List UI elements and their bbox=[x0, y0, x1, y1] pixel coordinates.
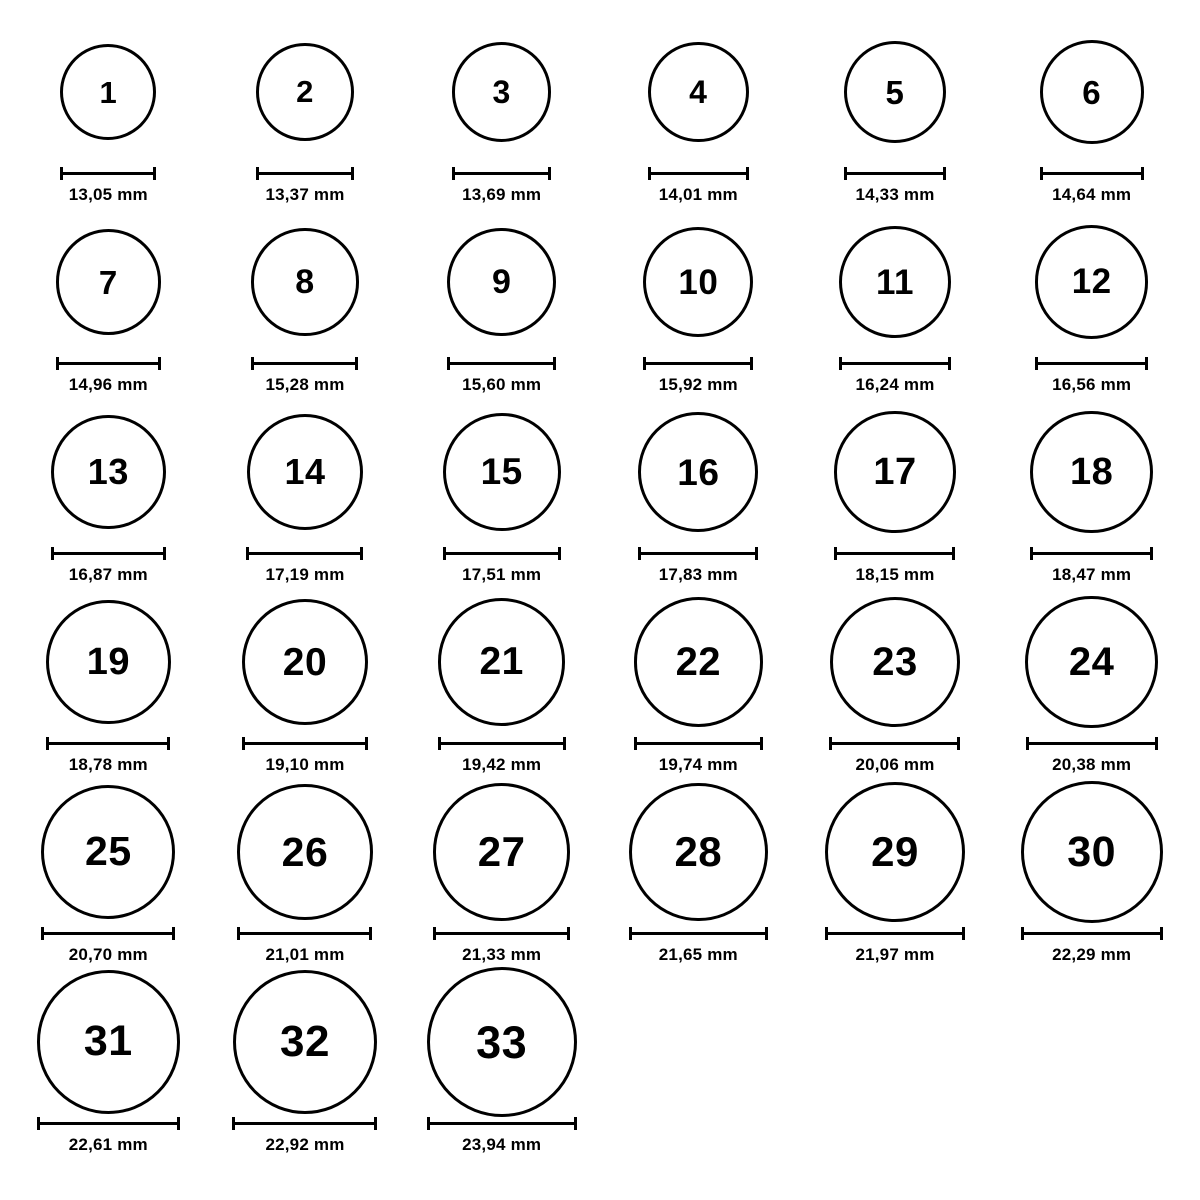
ring-size-label: 33 bbox=[476, 1016, 528, 1068]
ring-circle-icon bbox=[839, 226, 951, 338]
diameter-value: 15,92 mm bbox=[658, 375, 738, 394]
ring-circle-wrapper bbox=[433, 778, 570, 926]
measure-line-icon bbox=[825, 932, 965, 935]
ring-size-label: 22 bbox=[675, 639, 722, 684]
ring-circle-wrapper bbox=[1021, 778, 1163, 926]
ring-size-label: 23 bbox=[872, 640, 918, 684]
diameter-measure-bar bbox=[427, 1116, 577, 1130]
ring-size-label: 9 bbox=[491, 262, 512, 301]
ring-circle-icon bbox=[427, 967, 577, 1117]
ring-circle-icon bbox=[634, 597, 763, 726]
ring-circle-icon bbox=[830, 597, 961, 728]
ring-circle-wrapper bbox=[825, 778, 965, 926]
diameter-value: 19,42 mm bbox=[462, 755, 542, 774]
measure-line-icon bbox=[638, 552, 758, 555]
ring-circle-wrapper bbox=[427, 968, 577, 1116]
diameter-value: 13,05 mm bbox=[68, 185, 148, 204]
ring-circle-icon bbox=[433, 783, 570, 920]
ring-size-cell bbox=[993, 778, 1190, 968]
ring-size-label: 11 bbox=[875, 262, 914, 302]
ring-circle-wrapper bbox=[648, 18, 749, 166]
measure-line-icon bbox=[51, 552, 166, 555]
ring-circle-icon bbox=[1035, 225, 1148, 338]
diameter-value: 16,87 mm bbox=[68, 565, 148, 584]
diameter-measure-bar bbox=[1030, 546, 1153, 560]
ring-circle-wrapper bbox=[447, 208, 556, 356]
ring-size-label: 15 bbox=[480, 451, 523, 493]
ring-circle-wrapper bbox=[629, 778, 768, 926]
ring-circle-wrapper bbox=[443, 398, 561, 546]
diameter-measure-bar bbox=[443, 546, 561, 560]
measure-line-icon bbox=[37, 1122, 180, 1125]
ring-size-cell bbox=[993, 588, 1190, 778]
diameter-value: 22,29 mm bbox=[1052, 945, 1132, 964]
diameter-measure-bar bbox=[41, 926, 175, 940]
ring-size-label: 13 bbox=[87, 451, 129, 492]
ring-circle-wrapper bbox=[51, 398, 166, 546]
ring-circle-wrapper bbox=[438, 588, 566, 736]
diameter-measure-bar bbox=[237, 926, 372, 940]
measure-line-icon bbox=[629, 932, 768, 935]
ring-size-label: 8 bbox=[295, 262, 315, 301]
ring-size-cell bbox=[600, 778, 797, 968]
measure-line-icon bbox=[232, 1122, 377, 1125]
ring-size-cell bbox=[797, 208, 994, 398]
ring-circle-icon bbox=[648, 42, 749, 143]
ring-size-label: 28 bbox=[674, 827, 723, 875]
diameter-value: 23,94 mm bbox=[462, 1135, 542, 1154]
ring-size-cell bbox=[10, 398, 207, 588]
diameter-value: 20,70 mm bbox=[68, 945, 148, 964]
diameter-value: 16,24 mm bbox=[855, 375, 935, 394]
measure-line-icon bbox=[839, 362, 951, 365]
ring-circle-wrapper bbox=[242, 588, 368, 736]
diameter-value: 19,10 mm bbox=[265, 755, 345, 774]
ring-circle-icon bbox=[643, 227, 753, 337]
ring-size-label: 32 bbox=[280, 1017, 330, 1066]
diameter-value: 18,47 mm bbox=[1052, 565, 1132, 584]
ring-circle-icon bbox=[1021, 781, 1163, 923]
diameter-measure-bar bbox=[1021, 926, 1163, 940]
diameter-value: 15,28 mm bbox=[265, 375, 345, 394]
ring-circle-wrapper bbox=[56, 208, 161, 356]
ring-size-label: 6 bbox=[1082, 73, 1102, 111]
diameter-value: 21,65 mm bbox=[658, 945, 738, 964]
diameter-measure-bar bbox=[825, 926, 965, 940]
diameter-measure-bar bbox=[1035, 356, 1148, 370]
ring-size-cell bbox=[993, 18, 1190, 208]
diameter-value: 22,61 mm bbox=[68, 1135, 148, 1154]
ring-size-label: 7 bbox=[98, 263, 118, 301]
ring-size-cell bbox=[207, 398, 404, 588]
measure-line-icon bbox=[60, 172, 156, 175]
measure-line-icon bbox=[1040, 172, 1144, 175]
diameter-measure-bar bbox=[46, 736, 170, 750]
ring-size-cell bbox=[207, 208, 404, 398]
diameter-value: 14,01 mm bbox=[658, 185, 738, 204]
measure-line-icon bbox=[834, 552, 955, 555]
ring-size-cell bbox=[403, 778, 600, 968]
diameter-value: 18,78 mm bbox=[68, 755, 148, 774]
ring-size-label: 30 bbox=[1067, 827, 1117, 876]
diameter-measure-bar bbox=[433, 926, 570, 940]
ring-circle-wrapper bbox=[634, 588, 763, 736]
ring-size-label: 12 bbox=[1071, 262, 1112, 302]
measure-line-icon bbox=[634, 742, 763, 745]
ring-size-label: 17 bbox=[873, 451, 917, 493]
diameter-measure-bar bbox=[256, 166, 354, 180]
diameter-measure-bar bbox=[829, 736, 960, 750]
diameter-measure-bar bbox=[643, 356, 753, 370]
diameter-value: 21,01 mm bbox=[265, 945, 345, 964]
ring-size-label: 4 bbox=[689, 74, 708, 110]
diameter-value: 15,60 mm bbox=[462, 375, 542, 394]
ring-size-label: 16 bbox=[677, 451, 720, 493]
ring-size-label: 31 bbox=[83, 1017, 133, 1066]
measure-line-icon bbox=[41, 932, 175, 935]
ring-circle-icon bbox=[247, 414, 364, 531]
ring-size-cell bbox=[993, 398, 1190, 588]
ring-circle-icon bbox=[1030, 411, 1153, 534]
ring-size-cell bbox=[797, 778, 994, 968]
diameter-measure-bar bbox=[1040, 166, 1144, 180]
measure-line-icon bbox=[844, 172, 946, 175]
diameter-value: 17,51 mm bbox=[462, 565, 542, 584]
ring-circle-wrapper bbox=[452, 18, 551, 166]
diameter-value: 19,74 mm bbox=[658, 755, 738, 774]
ring-circle-wrapper bbox=[247, 398, 364, 546]
diameter-measure-bar bbox=[37, 1116, 180, 1130]
measure-line-icon bbox=[443, 552, 561, 555]
diameter-measure-bar bbox=[839, 356, 951, 370]
ring-circle-icon bbox=[233, 970, 378, 1115]
diameter-measure-bar bbox=[232, 1116, 377, 1130]
ring-size-label: 21 bbox=[479, 640, 524, 684]
ring-circle-icon bbox=[256, 43, 354, 141]
ring-circle-wrapper bbox=[830, 588, 961, 736]
diameter-measure-bar bbox=[648, 166, 749, 180]
ring-circle-icon bbox=[1025, 596, 1157, 728]
measure-line-icon bbox=[648, 172, 749, 175]
ring-circle-icon bbox=[242, 599, 368, 725]
ring-size-cell bbox=[600, 208, 797, 398]
measure-line-icon bbox=[427, 1122, 577, 1125]
measure-line-icon bbox=[1026, 742, 1158, 745]
diameter-value: 20,38 mm bbox=[1052, 755, 1132, 774]
ring-size-label: 14 bbox=[284, 450, 326, 492]
ring-circle-icon bbox=[41, 785, 175, 919]
ring-size-cell bbox=[10, 208, 207, 398]
diameter-value: 16,56 mm bbox=[1052, 375, 1132, 394]
ring-size-label: 19 bbox=[86, 641, 130, 683]
diameter-measure-bar bbox=[438, 736, 566, 750]
measure-line-icon bbox=[256, 172, 354, 175]
ring-circle-icon bbox=[56, 229, 161, 334]
ring-size-cell bbox=[797, 398, 994, 588]
ring-size-cell bbox=[10, 778, 207, 968]
ring-size-cell bbox=[403, 968, 600, 1158]
diameter-value: 14,33 mm bbox=[855, 185, 935, 204]
measure-line-icon bbox=[251, 362, 358, 365]
ring-circle-icon bbox=[443, 413, 561, 531]
ring-circle-wrapper bbox=[237, 778, 372, 926]
ring-circle-icon bbox=[46, 600, 170, 724]
ring-size-label: 18 bbox=[1070, 451, 1114, 493]
ring-circle-wrapper bbox=[1030, 398, 1153, 546]
diameter-measure-bar bbox=[844, 166, 946, 180]
ring-circle-wrapper bbox=[839, 208, 951, 356]
ring-size-label: 25 bbox=[85, 828, 132, 875]
measure-line-icon bbox=[433, 932, 570, 935]
ring-size-cell bbox=[600, 18, 797, 208]
measure-line-icon bbox=[643, 362, 753, 365]
diameter-measure-bar bbox=[51, 546, 166, 560]
diameter-value: 21,33 mm bbox=[462, 945, 542, 964]
diameter-value: 17,83 mm bbox=[658, 565, 738, 584]
ring-circle-icon bbox=[60, 44, 156, 140]
ring-size-cell bbox=[403, 208, 600, 398]
ring-size-cell bbox=[403, 398, 600, 588]
ring-circle-icon bbox=[825, 782, 965, 922]
measure-line-icon bbox=[438, 742, 566, 745]
ring-circle-wrapper bbox=[251, 208, 358, 356]
ring-circle-wrapper bbox=[844, 18, 946, 166]
diameter-measure-bar bbox=[1026, 736, 1158, 750]
ring-circle-icon bbox=[251, 228, 358, 335]
ring-size-label: 5 bbox=[885, 73, 905, 111]
ring-size-cell bbox=[797, 18, 994, 208]
diameter-measure-bar bbox=[56, 356, 161, 370]
measure-line-icon bbox=[829, 742, 960, 745]
measure-line-icon bbox=[242, 742, 368, 745]
ring-size-cell bbox=[600, 588, 797, 778]
diameter-measure-bar bbox=[452, 166, 551, 180]
ring-size-label: 20 bbox=[282, 640, 328, 684]
ring-circle-wrapper bbox=[643, 208, 753, 356]
ring-size-label: 26 bbox=[281, 828, 329, 875]
ring-size-label: 3 bbox=[492, 73, 511, 110]
ring-circle-wrapper bbox=[46, 588, 170, 736]
diameter-measure-bar bbox=[629, 926, 768, 940]
measure-line-icon bbox=[246, 552, 363, 555]
measure-line-icon bbox=[46, 742, 170, 745]
ring-circle-wrapper bbox=[37, 968, 180, 1116]
diameter-value: 13,37 mm bbox=[265, 185, 345, 204]
measure-line-icon bbox=[56, 362, 161, 365]
diameter-measure-bar bbox=[634, 736, 763, 750]
diameter-value: 22,92 mm bbox=[265, 1135, 345, 1154]
measure-line-icon bbox=[447, 362, 556, 365]
ring-size-cell bbox=[10, 968, 207, 1158]
ring-circle-icon bbox=[37, 970, 180, 1113]
diameter-measure-bar bbox=[447, 356, 556, 370]
ring-size-cell bbox=[207, 18, 404, 208]
ring-size-label: 27 bbox=[477, 827, 526, 875]
ring-circle-wrapper bbox=[834, 398, 955, 546]
diameter-measure-bar bbox=[251, 356, 358, 370]
diameter-measure-bar bbox=[60, 166, 156, 180]
diameter-value: 13,69 mm bbox=[462, 185, 542, 204]
measure-line-icon bbox=[1021, 932, 1163, 935]
diameter-measure-bar bbox=[242, 736, 368, 750]
diameter-value: 18,15 mm bbox=[855, 565, 935, 584]
ring-size-label: 29 bbox=[871, 828, 919, 875]
ring-size-cell bbox=[600, 398, 797, 588]
diameter-value: 14,64 mm bbox=[1052, 185, 1132, 204]
ring-circle-wrapper bbox=[1040, 18, 1144, 166]
ring-circle-wrapper bbox=[638, 398, 758, 546]
ring-size-cell bbox=[993, 208, 1190, 398]
diameter-value: 21,97 mm bbox=[855, 945, 935, 964]
measure-line-icon bbox=[237, 932, 372, 935]
ring-size-cell bbox=[10, 588, 207, 778]
ring-circle-icon bbox=[629, 783, 768, 922]
diameter-value: 20,06 mm bbox=[855, 755, 935, 774]
ring-circle-icon bbox=[447, 228, 556, 337]
ring-circle-icon bbox=[844, 41, 946, 143]
ring-circle-icon bbox=[1040, 40, 1144, 144]
measure-line-icon bbox=[452, 172, 551, 175]
ring-size-cell bbox=[207, 778, 404, 968]
ring-size-label: 10 bbox=[678, 262, 719, 302]
ring-size-cell bbox=[403, 588, 600, 778]
ring-size-grid bbox=[10, 18, 1190, 1158]
ring-circle-icon bbox=[452, 42, 551, 141]
ring-size-cell bbox=[207, 968, 404, 1158]
ring-circle-wrapper bbox=[256, 18, 354, 166]
diameter-value: 17,19 mm bbox=[265, 565, 345, 584]
ring-size-cell bbox=[797, 588, 994, 778]
ring-size-label: 2 bbox=[296, 74, 314, 110]
ring-circle-icon bbox=[834, 411, 955, 532]
diameter-measure-bar bbox=[638, 546, 758, 560]
ring-size-cell bbox=[10, 18, 207, 208]
ring-size-label: 24 bbox=[1068, 640, 1115, 684]
measure-line-icon bbox=[1030, 552, 1153, 555]
diameter-value: 14,96 mm bbox=[68, 375, 148, 394]
ring-circle-wrapper bbox=[1035, 208, 1148, 356]
diameter-measure-bar bbox=[834, 546, 955, 560]
ring-circle-icon bbox=[638, 412, 758, 532]
ring-circle-icon bbox=[438, 598, 566, 726]
ring-circle-wrapper bbox=[233, 968, 378, 1116]
ring-circle-icon bbox=[51, 415, 166, 530]
ring-size-label: 1 bbox=[99, 74, 118, 110]
ring-circle-icon bbox=[237, 784, 372, 919]
ring-circle-wrapper bbox=[41, 778, 175, 926]
ring-circle-wrapper bbox=[60, 18, 156, 166]
measure-line-icon bbox=[1035, 362, 1148, 365]
ring-circle-wrapper bbox=[1025, 588, 1157, 736]
ring-size-cell bbox=[403, 18, 600, 208]
ring-size-cell bbox=[207, 588, 404, 778]
diameter-measure-bar bbox=[246, 546, 363, 560]
